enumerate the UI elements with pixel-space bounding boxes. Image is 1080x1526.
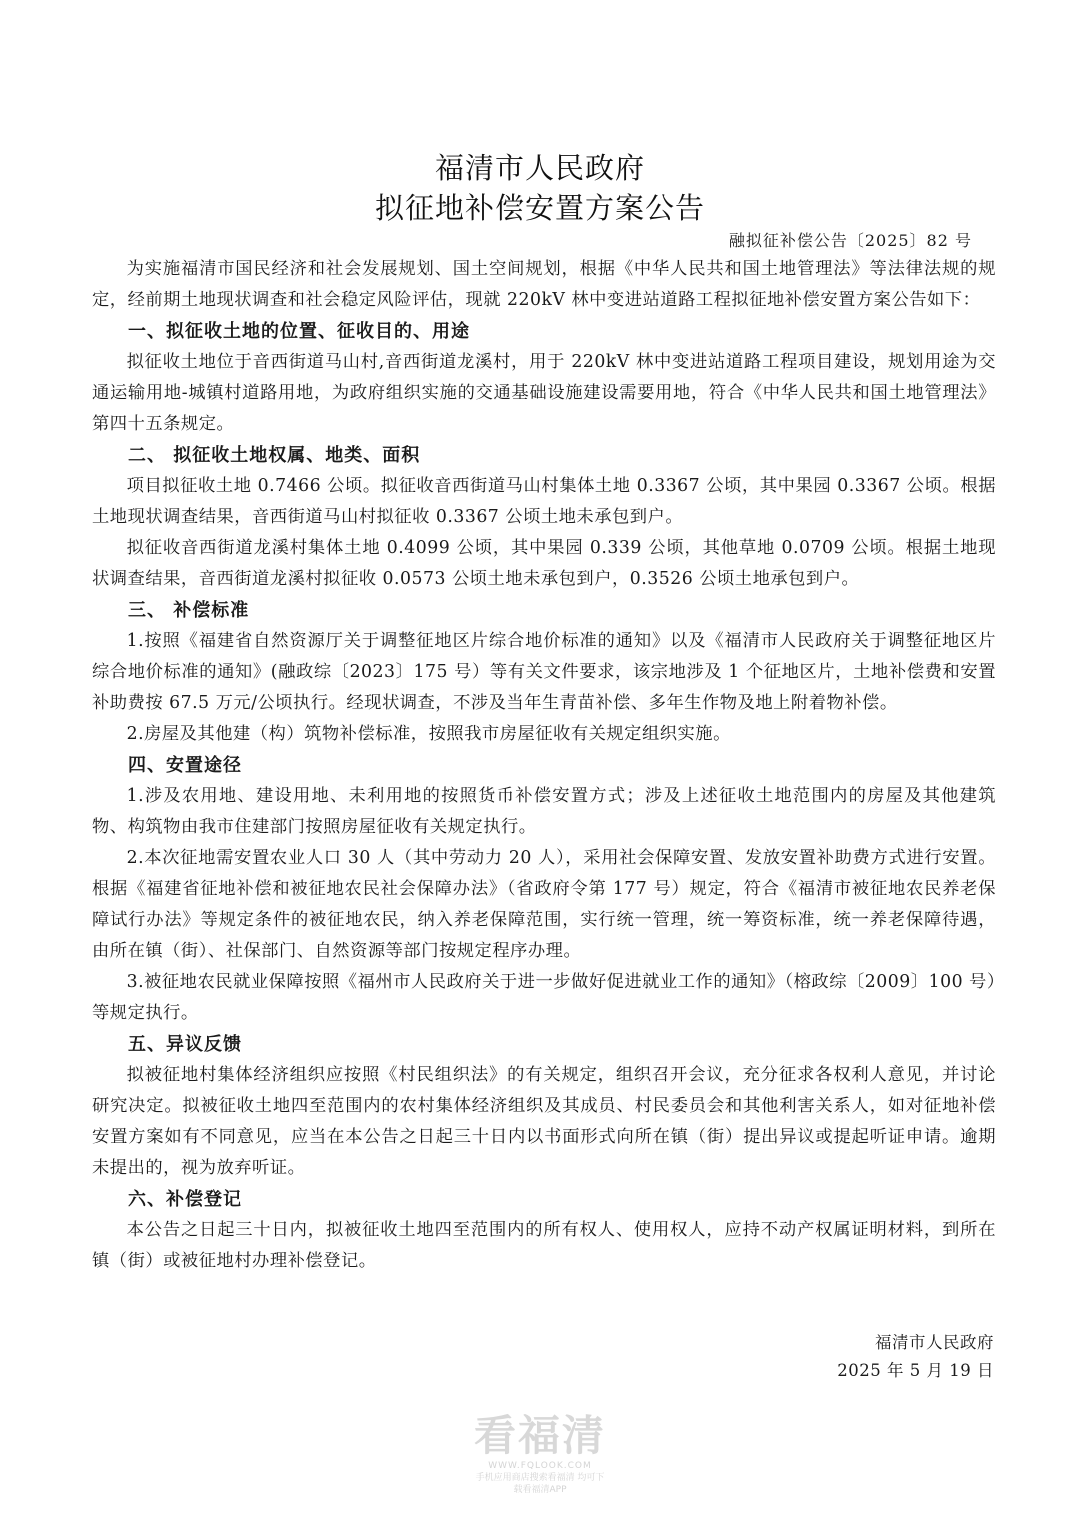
intro-paragraph: 为实施福清市国民经济和社会发展规划、国土空间规划，根据《中华人民共和国土地管理法》等法律法规的规定，经前期土地现状调查和社会稳定风险评估，现就 220kV 林中变进站道路工程拟征地补偿安置方案公告如下：: [92, 259, 996, 310]
paragraph: 1.涉及农用地、建设用地、未利用地的按照货币补偿安置方式；涉及上述征收土地范围内的房屋及其他建筑物、构筑物由我市住建部门按照房屋征收有关规定执行。: [92, 786, 996, 837]
section-heading: 五、异议反馈: [128, 1034, 242, 1055]
paragraph: 项目拟征收土地 0.7466 公顷。拟征收音西街道马山村集体土地 0.3367 公顷，其中果园 0.3367 公顷。根据土地现状调查结果，音西街道马山村拟征收 0.3367 公顷土地未承包到户。: [92, 476, 996, 527]
paragraph: 2.本次征地需安置农业人口 30 人（其中劳动力 20 人），采用社会保障安置、发放安置补助费方式进行安置。根据《福建省征地补偿和被征地农民社会保障办法》（省政府令第 177 号）规定，符合《福清市被征地农民养老保障试行办法》等规定条件的被征地农民，纳入养老保障范围，实行统一管理，统一筹资标准，统一养老保障待遇，由所在镇（街）、社保部门、自然资源等部门按规定程序办理。: [92, 848, 996, 961]
paragraph: 本公告之日起三十日内，拟被征收土地四至范围内的所有权人、使用权人，应持不动产权属证明材料，到所在镇（街）或被征地村办理补偿登记。: [92, 1220, 996, 1271]
signature-date: 2025 年 5 月 19 日: [837, 1361, 994, 1380]
watermark-tagline: 手机应用商店搜索看福清 均可下载看福清APP: [475, 1473, 605, 1495]
document-title-issuer: 福清市人民政府: [434, 151, 645, 185]
paragraph: 1.按照《福建省自然资源厅关于调整征地区片综合地价标准的通知》以及《福清市人民政府关于调整征地区片综合地价标准的通知》(融政综〔2023〕175 号）等有关文件要求，该宗地涉及 1 个征地区片，土地补偿费和安置补助费按 67.5 万元/公顷执行。经现状调查，不涉及当年生青苗补偿、多年生作物及地上附着物补偿。: [92, 631, 996, 713]
section-heading: 二、 拟征收土地权属、地类、面积: [128, 445, 421, 466]
paragraph: 3.被征地农民就业保障按照《福州市人民政府关于进一步做好促进就业工作的通知》（榕政综〔2009〕100 号）等规定执行。: [92, 972, 996, 1023]
watermark-url: WWW.FQLOOK.COM: [488, 1461, 592, 1471]
watermark-logo: 看福清: [473, 1411, 606, 1460]
paragraph: 拟征收音西街道龙溪村集体土地 0.4099 公顷，其中果园 0.339 公顷，其他草地 0.0709 公顷。根据土地现状调查结果，音西街道龙溪村拟征收 0.0573 公顷土地未承包到户，0.3526 公顷土地承包到户。: [92, 538, 996, 589]
document-title: 拟征地补偿安置方案公告: [374, 191, 705, 225]
document-number: 融拟征补偿公告〔2025〕82 号: [728, 231, 972, 250]
section-heading: 六、补偿登记: [128, 1189, 242, 1210]
signature-issuer: 福清市人民政府: [875, 1333, 994, 1352]
section-heading: 三、 补偿标准: [128, 600, 250, 621]
document-body: [92, 254, 996, 1277]
paragraph: 拟征收土地位于音西街道马山村,音西街道龙溪村，用于 220kV 林中变进站道路工程项目建设，规划用途为交通运输用地-城镇村道路用地，为政府组织实施的交通基础设施建设需要用地，符合《中华人民共和国土地管理法》第四十五条规定。: [92, 352, 996, 434]
section-heading: 四、安置途径: [128, 755, 242, 776]
watermark: [472, 1412, 608, 1496]
paragraph: 2.房屋及其他建（构）筑物补偿标准，按照我市房屋征收有关规定组织实施。: [126, 724, 731, 744]
paragraph: 拟被征地村集体经济组织应按照《村民组织法》的有关规定，组织召开会议，充分征求各权利人意见，并讨论研究决定。拟被征收土地四至范围内的农村集体经济组织及其成员、村民委员会和其他利害关系人，如对征地补偿安置方案如有不同意见，应当在本公告之日起三十日内以书面形式向所在镇（街）提出异议或提起听证申请。逾期未提出的，视为放弃听证。: [92, 1065, 996, 1178]
section-heading: 一、拟征收土地的位置、征收目的、用途: [128, 321, 470, 342]
